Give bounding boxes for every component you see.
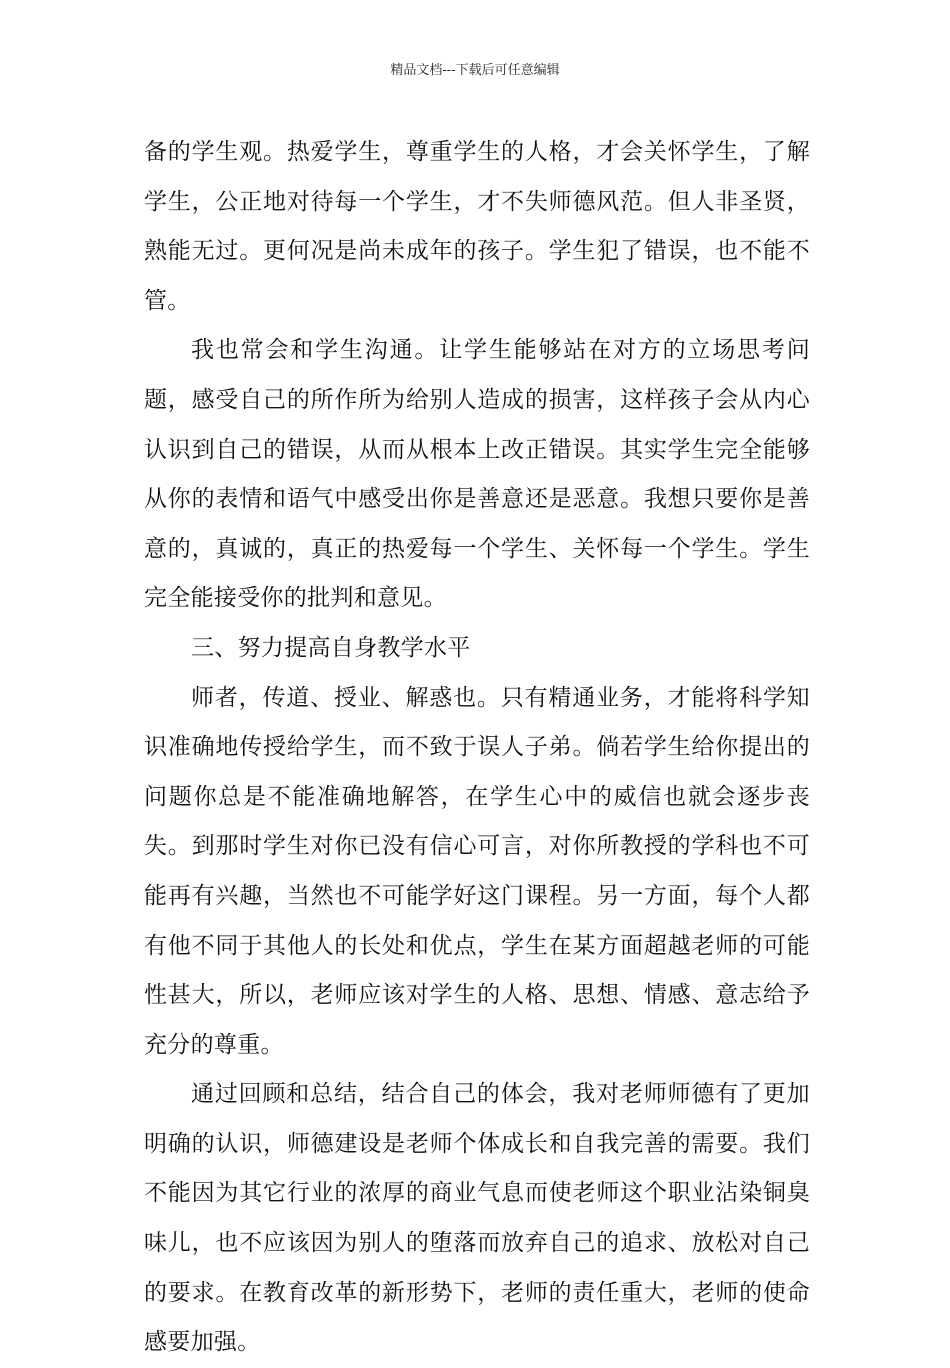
paragraph-teaching: 师者，传道、授业、解惑也。只有精通业务，才能将科学知识准确地传授给学生，而不致于误人子弟。倘若学生给你提出的问题你总是不能准确地解答，在学生心中的威信也就会逐步丧失。到那时学生对你已没有信心可言，对你所教授的学科也不可能再有兴趣，当然也不可能学好这门课程。另一方面，每个人都有他不同于其他人的长处和优点，学生在某方面超越老师的可能性甚大，所以，老师应该对学生的人格、思想、情感、意志给予充分的尊重。 [144, 684, 810, 1058]
document-body [144, 128, 810, 1368]
paragraph-continuation: 备的学生观。热爱学生，尊重学生的人格，才会关怀学生，了解学生，公正地对待每一个学生，才不失师德风范。但人非圣贤，熟能无过。更何况是尚未成年的孩子。学生犯了错误，也不能不管。 [144, 139, 810, 314]
page-header: 精品文档---下载后可任意编辑 [390, 63, 560, 78]
paragraph-conclusion: 通过回顾和总结，结合自己的体会，我对老师师德有了更加明确的认识，师德建设是老师个体成长和自我完善的需要。我们不能因为其它行业的浓厚的商业气息而使老师这个职业沾染铜臭味儿，也不应该因为别人的堕落而放弃自己的追求、放松对自己的要求。在教育改革的新形势下，老师的责任重大，老师的使命感要加强。 [144, 1081, 810, 1356]
paragraph-communication: 我也常会和学生沟通。让学生能够站在对方的立场思考问题，感受自己的所作所为给别人造成的损害，这样孩子会从内心认识到自己的错误，从而从根本上改正错误。其实学生完全能够从你的表情和语气中感受出你是善意还是恶意。我想只要你是善意的，真诚的，真正的热爱每一个学生、关怀每一个学生。学生完全能接受你的批判和意见。 [144, 337, 810, 612]
section-heading: 三、努力提高自身教学水平 [191, 634, 471, 661]
